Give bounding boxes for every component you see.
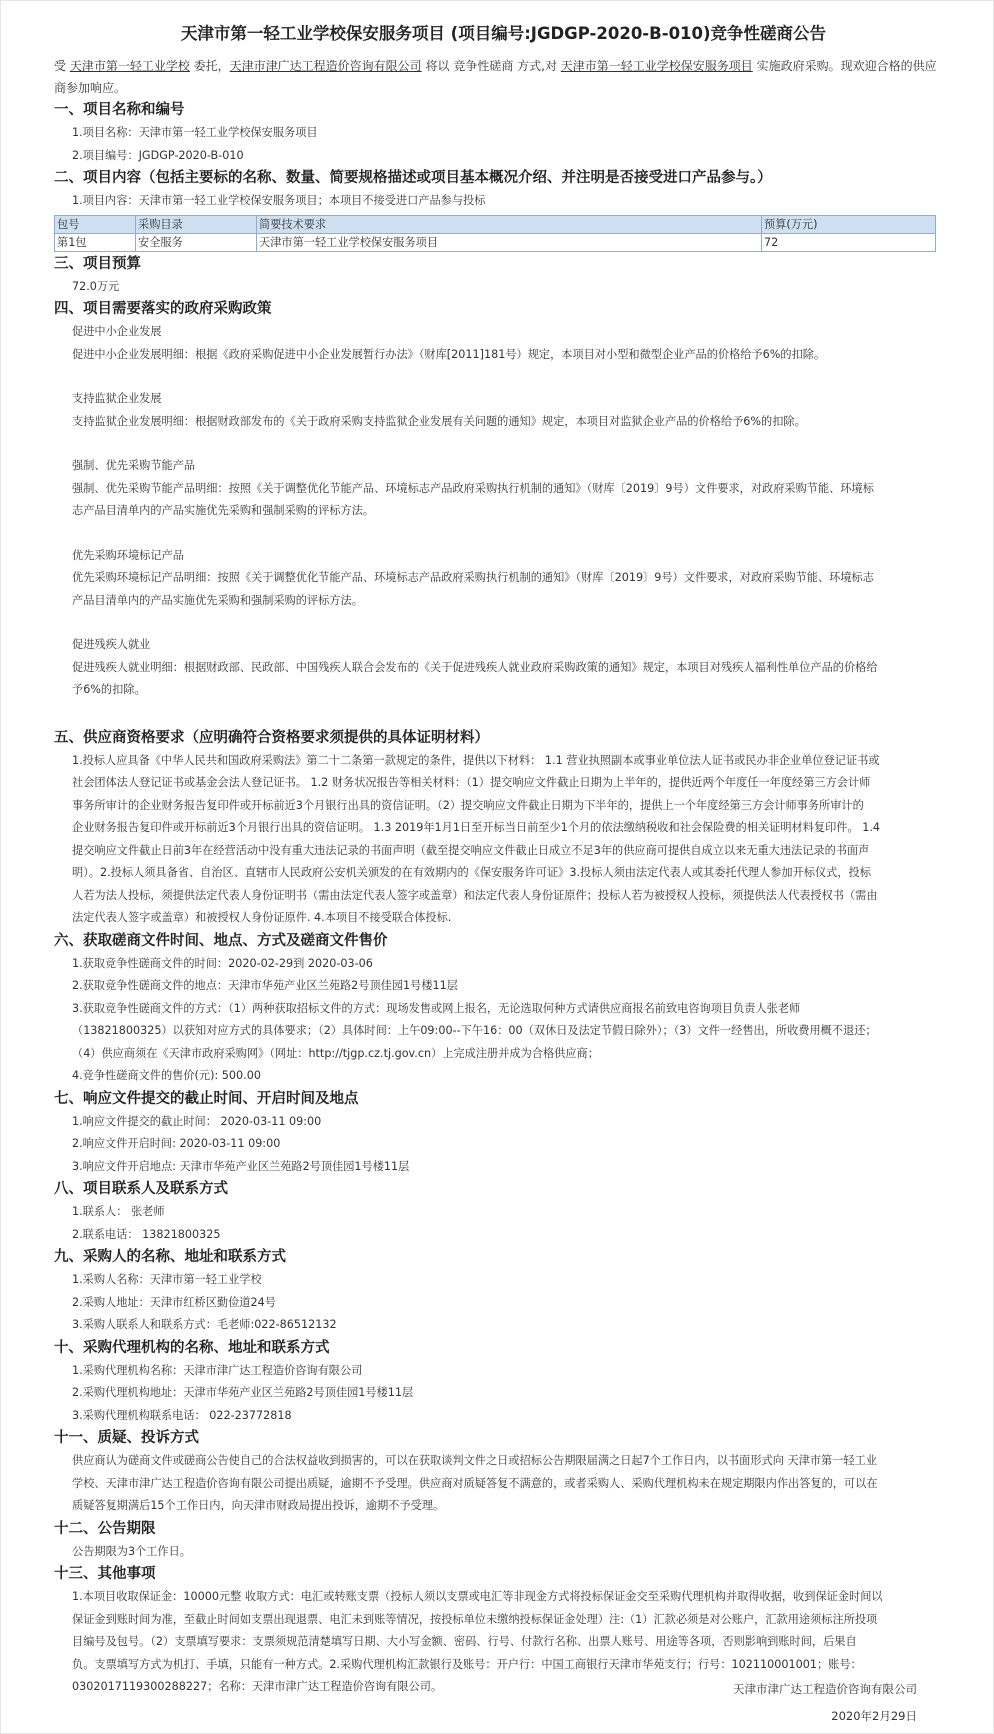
qualification-line: 社会团体法人登记证书或基金会法人登记证书。 1.2 财务状况报告等相关材料：（1）提交响应文件截止日期为上半年的，提供近两个年度任一年度经第三方会计师: [72, 776, 871, 789]
signature-org: 天津市津广达工程造价咨询有限公司: [733, 1682, 917, 1696]
section-heading-4: 四、项目需要落实的政府采购政策: [54, 301, 272, 317]
project-number: 2.项目编号：JGDGP-2020-B-010: [72, 148, 244, 162]
table-row: [55, 233, 936, 251]
agency-address: 2.采购代理机构地址：天津市华苑产业区兰苑路2号顶佳园1号楼11层: [72, 1386, 414, 1399]
policy-disabled-detail: 促进残疾人就业明细：根据财政部、民政部、中国残疾人联合会发布的《关于促进残疾人就业政府采购政策的通知》规定，本项目对残疾人福利性单位产品的价格给: [72, 660, 878, 674]
contact-person: 1.联系人： 张老师: [72, 1205, 165, 1218]
col-catalog: 采购目录: [136, 215, 257, 233]
acquisition-method-2: （13821800325）以获知对应方式的具体要求；（2）具体时间：上午09:00--下午16：00（双休日及法定节假日除外）；（3）文件一经售出，所收费用概不退还；: [72, 1024, 877, 1037]
acquisition-time: 1.获取竞争性磋商文件的时间：2020-02-29到 2020-03-06: [72, 956, 373, 970]
purchaser-link[interactable]: 天津市第一轻工业学校: [69, 59, 190, 73]
cell-budget: 72: [762, 233, 936, 251]
section-heading-3: 三、项目预算: [54, 255, 141, 272]
policy-sme-title: 促进中小企业发展: [72, 325, 162, 338]
policy-env-title: 优先采购环境标记产品: [72, 548, 184, 562]
col-package: 包号: [55, 215, 136, 233]
agency-phone: 3.采购代理机构联系电话： 022-23772818: [72, 1408, 292, 1422]
intro-line-2: 商参加响应。: [54, 81, 127, 95]
signature-date: 2020年2月29日: [831, 1709, 917, 1723]
purchaser-address: 2.采购人地址：天津市红桥区勤俭道24号: [72, 1295, 276, 1309]
purchaser-name: 1.采购人名称：天津市第一轻工业学校: [72, 1273, 262, 1286]
agency-link[interactable]: 天津市津广达工程造价咨询有限公司: [229, 59, 422, 73]
package-table-header: [55, 215, 936, 233]
other-matters-line: 1.本项目收取保证金：10000元整 收取方式：电汇或转账支票（投标人须以支票或电汇等非现金方式将投标保证金交至采购代理机构并取得收据，收到保证金时间以: [72, 1590, 883, 1603]
policy-prison-title: 支持监狱企业发展: [72, 392, 162, 405]
section-heading-5: 五、供应商资格要求（应明确符合资格要求须提供的具体证明材料）: [54, 729, 489, 746]
acquisition-method-3: （4）供应商须在《天津市政府采购网》（网址：http://tjgp.cz.tj.gov.cn）上完成注册并成为合格供应商；: [72, 1046, 599, 1060]
complaint-line: 质疑答复期满后15个工作日内，向天津市财政局提出投诉，逾期不予受理。: [72, 1499, 445, 1512]
other-matters-line: 保证金到账时间为准，至截止时间如支票出现退票、电汇未到账等情况，按投标单位未缴纳投标保证金处理）注:（1）汇款必须是对公账户，汇款用途须标注所投项: [72, 1612, 878, 1626]
document-title: 天津市第一轻工业学校保安服务项目 (项目编号:JGDGP-2020-B-010)竞争性磋商公告: [180, 24, 827, 43]
qualification-line: 1.投标人应具备《中华人民共和国政府采购法》第二十二条第一款规定的条件，提供以下材料： 1.1 营业执照副本或事业单位法人证书或民办非企业单位登记证书或: [72, 753, 880, 767]
qualification-line: 企业财务报告复印件或开标前近3个月银行出具的资信证明。 1.3 2019年1月1日至开标当日前至少1个月的依法缴纳税收和社会保险费的相关证明材料复印件。 1.4: [72, 821, 881, 834]
other-matters-line: 0302017119300288227；名称：天津市津广达工程造价咨询有限公司。: [72, 1680, 443, 1693]
contact-phone: 2.联系电话： 13821800325: [72, 1227, 221, 1241]
section-heading-13: 十三、其他事项: [54, 1566, 156, 1582]
project-link[interactable]: 天津市第一轻工业学校保安服务项目: [560, 59, 753, 73]
document-price: 4.竞争性磋商文件的售价(元): 500.00: [72, 1069, 261, 1082]
policy-disabled-detail-2: 予6%的扣除。: [72, 683, 146, 696]
acquisition-place: 2.获取竞争性磋商文件的地点：天津市华苑产业区兰苑路2号顶佳园1号楼11层: [72, 979, 458, 992]
col-budget: 预算(万元): [762, 215, 936, 233]
complaint-line: 供应商认为磋商文件或磋商公告使自己的合法权益收到损害的，可以在获取谈判文件之日或招标公告期限届满之日起7个工作日内，以书面形式向 天津市第一轻工业: [72, 1454, 877, 1467]
section-heading-1: 一、项目名称和编号: [54, 102, 185, 118]
policy-disabled-title: 促进残疾人就业: [72, 638, 151, 651]
section-heading-7: 七、响应文件提交的截止时间、开启时间及地点: [54, 1090, 359, 1107]
project-name: 1.项目名称：天津市第一轻工业学校保安服务项目: [72, 126, 318, 139]
policy-env-detail-2: 产品目清单内的产品实施优先采购和强制采购的评标方法。: [72, 593, 363, 607]
notice-period: 公告期限为3个工作日。: [72, 1544, 191, 1558]
policy-env-detail: 优先采购环境标记产品明细：按照《关于调整优化节能产品、环境标志产品政府采购执行机制的通知》（财库〔2019〕9号）文件要求，对政府采购节能、环境标志: [72, 571, 874, 584]
qualification-line: 提交响应文件截止日前3年在经营活动中没有重大违法记录的书面声明（截至提交响应文件截止日成立不足3年的供应商可提供自成立以来无重大违法记录的书面声: [72, 843, 870, 857]
project-content: 1.项目内容：天津市第一轻工业学校保安服务项目；本项目不接受进口产品参与投标: [72, 194, 486, 207]
policy-sme-detail: 促进中小企业发展明细：根据《政府采购促进中小企业发展暂行办法》（财库[2011]181号）规定，本项目对小型和微型企业产品的价格给予6%的扣除。: [72, 347, 826, 361]
opening-place: 3.响应文件开启地点: 天津市华苑产业区兰苑路2号顶佳园1号楼11层: [72, 1159, 410, 1173]
cell-requirement: 天津市第一轻工业学校保安服务项目: [257, 233, 762, 251]
policy-prison-detail: 支持监狱企业发展明细：根据财政部发布的《关于政府采购支持监狱企业发展有关问题的通知》规定，本项目对监狱企业产品的价格给予6%的扣除。: [72, 414, 806, 428]
budget-value: 72.0万元: [72, 279, 120, 293]
section-heading-11: 十一、质疑、投诉方式: [54, 1430, 199, 1446]
qualification-line: 法定代表人签字或盖章）和被授权人身份证原件. 4.本项目不接受联合体投标.: [72, 911, 452, 924]
complaint-line: 学校、天津市津广达工程造价咨询有限公司提出质疑，逾期不予受理。供应商对质疑答复不满意的，或者采购人、采购代理机构未在规定期限内作出答复的，可以在: [72, 1476, 878, 1490]
policy-energy-title: 强制、优先采购节能产品: [72, 459, 196, 472]
package-table: [54, 215, 936, 252]
qualification-line: 明）。2.投标人须具备省、自治区、直辖市人民政府公安机关颁发的在有效期内的《保安服务许可证》3.投标人须由法定代表人或其委托代理人参加开标仪式，投标: [72, 866, 871, 879]
section-heading-6: 六、获取磋商文件时间、地点、方式及磋商文件售价: [54, 932, 388, 949]
agency-name: 1.采购代理机构名称：天津市津广达工程造价咨询有限公司: [72, 1363, 363, 1377]
other-matters-line: 负。支票填写方式为机打、手填，只能有一种方式。2.采购代理机构汇款银行及账号：开户行：中国工商银行天津市华苑支行；行号：102110001001；账号：: [72, 1657, 862, 1671]
section-heading-2: 二、项目内容（包括主要标的名称、数量、简要规格描述或项目基本概况介绍、并注明是否接受进口产品参与。）: [54, 170, 772, 186]
cell-catalog: 安全服务: [136, 233, 257, 251]
qualification-line: 事务所审计的企业财务报告复印件或开标前近3个月银行出具的资信证明。（2）提交响应文件截止日期为下半年的，提供上一个年度经第三方会计师事务所审计的: [72, 798, 864, 812]
other-matters-line: 目编号及包号。（2）支票填写要求：支票须规范清楚填写日期、大小写金额、密码、行号、付款行名称、出票人账号、用途等各项，否则影响到账时间，后果自: [72, 1635, 857, 1648]
section-heading-12: 十二、公告期限: [54, 1520, 156, 1537]
qualification-line: 人若为法人投标，须提供法定代表人身份证明书（需由法定代表人签字或盖章）和法定代表人身份证原件；投标人若为被授权人投标，须提供法人代表授权书（需由: [72, 888, 878, 902]
policy-energy-detail: 强制、优先采购节能产品明细：按照《关于调整优化节能产品、环境标志产品政府采购执行机制的通知》（财库〔2019〕9号）文件要求，对政府采购节能、环境标: [72, 481, 874, 495]
policy-energy-detail-2: 志产品目清单内的产品实施优先采购和强制采购的评标方法。: [72, 504, 375, 517]
purchaser-contact: 3.采购人联系人和联系方式：毛老师:022-86512132: [72, 1318, 337, 1331]
submission-deadline: 1.响应文件提交的截止时间： 2020-03-11 09:00: [72, 1114, 322, 1128]
col-requirement: 简要技术要求: [257, 215, 762, 233]
cell-package: 第1包: [55, 233, 136, 251]
section-heading-10: 十、采购代理机构的名称、地址和联系方式: [54, 1339, 330, 1356]
intro-paragraph: 受 天津市第一轻工业学校 委托，天津市津广达工程造价咨询有限公司 将以 竞争性磋商 方式,对 天津市第一轻工业学校保安服务项目 实施政府采购。现欢迎合格的供应: [54, 59, 937, 73]
section-heading-8: 八、项目联系人及联系方式: [54, 1181, 228, 1197]
acquisition-method: 3.获取竞争性磋商文件的方式：（1）两种获取招标文件的方式：现场发售或网上报名，无论选取何种方式请供应商报名前致电咨询项目负责人张老师: [72, 1001, 801, 1015]
opening-time: 2.响应文件开启时间: 2020-03-11 09:00: [72, 1137, 281, 1150]
section-heading-9: 九、采购人的名称、地址和联系方式: [54, 1249, 286, 1265]
